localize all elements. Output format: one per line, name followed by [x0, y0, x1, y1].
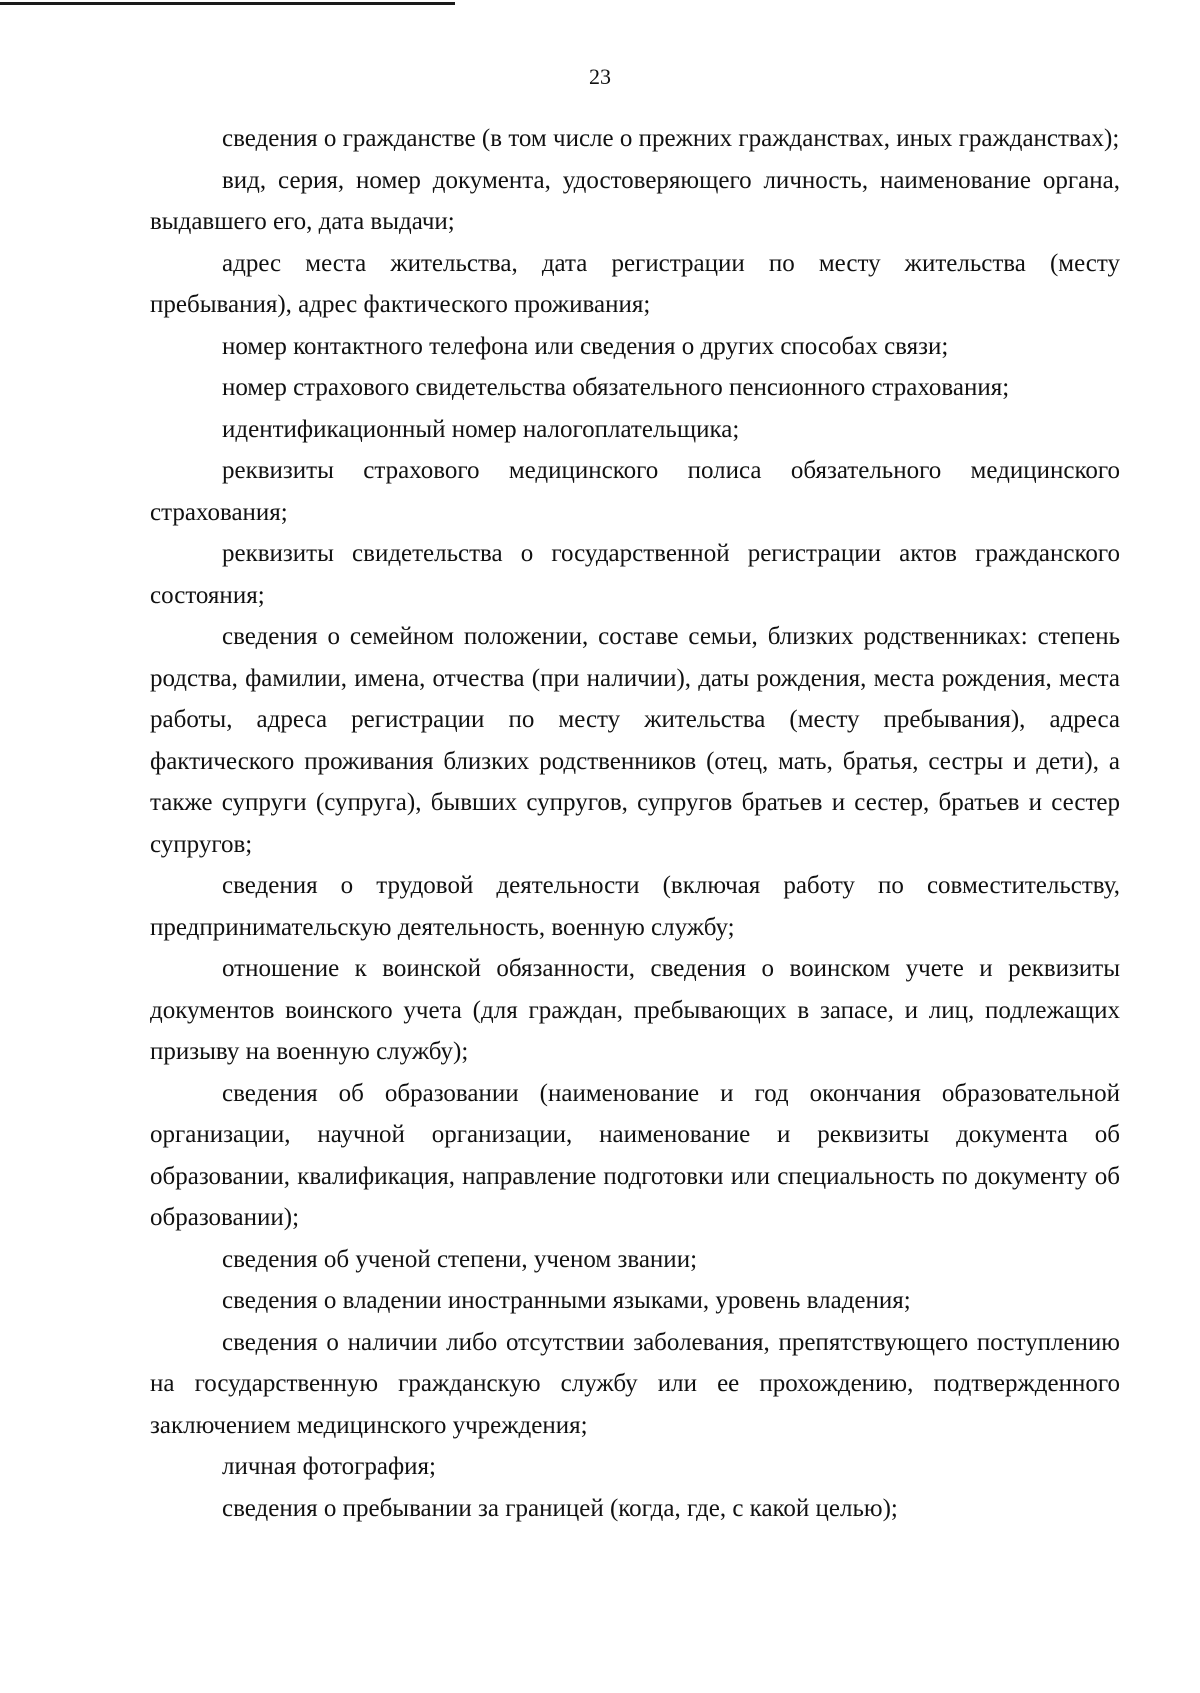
paragraph-photo: личная фотография; — [222, 1453, 436, 1480]
paragraph-identity-document: вид, серия, номер документа, удостоверяющего личность, наименование органа, выдавшего его, дата выдачи; — [150, 166, 1120, 235]
top-rule — [0, 2, 455, 5]
paragraph-citizenship: сведения о гражданстве (в том числе о прежних гражданствах, иных гражданствах); — [222, 125, 1120, 152]
paragraph-health: сведения о наличии либо отсутствии заболевания, препятствующего поступлению на государственную гражданскую службу или ее прохождению, подтвержденного заключением медицинского учреждения; — [150, 1328, 1120, 1439]
paragraph-military: отношение к воинской обязанности, сведения о воинском учете и реквизиты документов воинского учета (для граждан, пребывающих в запасе, и лиц, подлежащих призыву на военную службу); — [150, 955, 1120, 1065]
paragraph-address: адрес места жительства, дата регистрации по месту жительства (месту пребывания), адрес фактического проживания; — [150, 249, 1120, 318]
paragraph-abroad: сведения о пребывании за границей (когда, где, с какой целью); — [222, 1494, 898, 1522]
page-number: 23 — [589, 64, 611, 89]
paragraph-employment: сведения о трудовой деятельности (включая работу по совместительству, предпринимательскую деятельность, военную службу; — [150, 872, 1120, 941]
paragraph-family: сведения о семейном положении, составе семьи, близких родственниках: степень родства, фамилии, имена, отчества (при наличии), даты рождения, места рождения, места работы, адреса регистрации по месту жительства (месту пребывания), адреса фактического проживания близких родственников (отец, мать, братья, сестры и дети), а также супруги (супруга), бывших супругов, супругов братьев и сестер, братьев и сестер супругов; — [150, 623, 1120, 858]
document-body — [150, 118, 1120, 1529]
paragraph-civil-status-certificate: реквизиты свидетельства о государственной регистрации актов гражданского состояния; — [150, 540, 1120, 609]
paragraph-education: сведения об образовании (наименование и год окончания образовательной организации, научной организации, наименование и реквизиты документа об образовании, квалификация, направление подготовки или специальность по документу об образовании); — [150, 1079, 1120, 1231]
paragraph-tax-id: идентификационный номер налогоплательщика; — [222, 415, 740, 443]
paragraph-academic-degree: сведения об ученой степени, ученом звании; — [222, 1245, 698, 1273]
paragraph-phone: номер контактного телефона или сведения о других способах связи; — [222, 332, 949, 360]
paragraph-medical-policy: реквизиты страхового медицинского полиса обязательного медицинского страхования; — [150, 457, 1120, 526]
paragraph-pension-certificate: номер страхового свидетельства обязательного пенсионного страхования; — [222, 374, 1010, 401]
paragraph-languages: сведения о владении иностранными языками, уровень владения; — [222, 1287, 911, 1314]
